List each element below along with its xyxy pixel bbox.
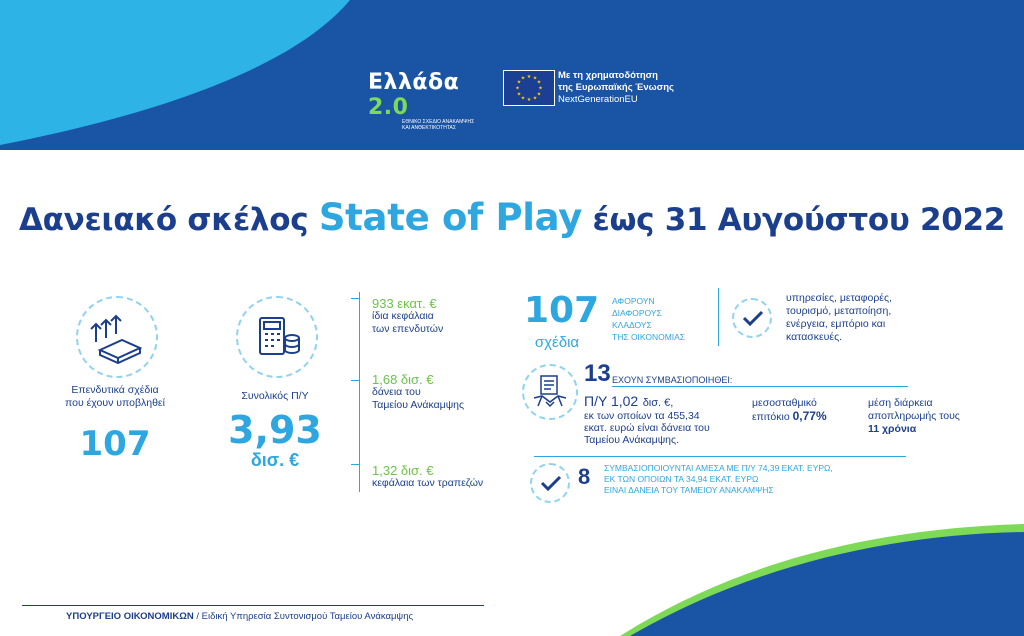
contracting-divider bbox=[534, 456, 906, 457]
contracted-budget-note bbox=[584, 410, 710, 446]
budget-note-line: εκ των οποίων τα 455,34 bbox=[584, 410, 700, 422]
contracting-text bbox=[604, 463, 833, 496]
contracting-line: ΕΙΝΑΙ ΔΑΝΕΙΑ ΤΟΥ ΤΑΜΕΙΟΥ ΑΝΑΚΑΜΨΗΣ bbox=[604, 485, 774, 495]
logo-word: Ελλάδα bbox=[368, 70, 460, 95]
svg-text:★: ★ bbox=[516, 91, 522, 98]
budget-note-line: Ταμείου Ανάκαμψης. bbox=[584, 434, 679, 446]
breakdown-amount: 1,68 δισ. € bbox=[372, 372, 434, 387]
budget-unit: δισ. € bbox=[250, 450, 300, 470]
sectors-caption-line: ΔΙΑΦΟΡΟΥΣ bbox=[612, 308, 662, 318]
investment-count: 107 bbox=[79, 424, 151, 464]
footer-wave bbox=[620, 520, 1024, 636]
svg-text:★: ★ bbox=[532, 75, 538, 82]
breakdown-desc: κεφάλαια των τραπεζών bbox=[372, 477, 484, 489]
breakdown-desc: Ταμείου Ανάκαμψης bbox=[372, 399, 465, 411]
svg-text:★: ★ bbox=[532, 95, 538, 102]
sectors-divider bbox=[718, 288, 719, 346]
sectors-list bbox=[786, 292, 892, 344]
duration-block bbox=[868, 397, 960, 436]
sectors-list-line: υπηρεσίες, μεταφορές, bbox=[786, 292, 892, 304]
footer-separator: / bbox=[193, 611, 202, 622]
breakdown-amount: 1,32 δισ. € bbox=[372, 463, 434, 478]
svg-text:★: ★ bbox=[515, 85, 520, 92]
duration-value: 11 χρόνια bbox=[868, 423, 917, 435]
svg-text:★: ★ bbox=[526, 97, 532, 103]
sectors-list-line: ενέργεια, εμπόριο και bbox=[786, 318, 886, 330]
breakdown-tick-2 bbox=[351, 380, 360, 381]
title-highlight: State of Play bbox=[318, 196, 583, 239]
svg-text:★: ★ bbox=[520, 75, 526, 82]
contracted-budget-unit: δισ. €, bbox=[642, 397, 674, 409]
duration-label: αποπληρωμής τους bbox=[868, 410, 960, 422]
breakdown-item-3 bbox=[372, 464, 483, 490]
eu-line-3: NextGenerationEU bbox=[558, 94, 638, 105]
svg-text:★: ★ bbox=[536, 91, 542, 98]
contract-handshake-icon bbox=[522, 364, 578, 420]
growth-money-icon bbox=[76, 296, 158, 378]
budget-value: 3,93 bbox=[228, 408, 322, 452]
contracting-line: ΕΚ ΤΩΝ ΟΠΟΙΩΝ ΤΑ 34,94 ΕΚΑΤ. ΕΥΡΩ bbox=[604, 474, 759, 484]
plans-count: 107 bbox=[524, 290, 600, 331]
footer-rule bbox=[22, 605, 484, 606]
duration-label: μέση διάρκεια bbox=[868, 397, 933, 409]
breakdown-tick-1 bbox=[351, 298, 360, 299]
breakdown-item-1 bbox=[372, 297, 443, 336]
investment-label-line-1: Επενδυτικά σχέδια bbox=[71, 384, 159, 396]
rate-value: 0,77% bbox=[792, 409, 827, 423]
logo-tagline: ΕΘΝΙΚΟ ΣΧΕΔΙΟ ΑΝΑΚΑΜΨΗΣ ΚΑΙ ΑΝΘΕΚΤΙΚΟΤΗΤΑΣ bbox=[402, 119, 475, 131]
ellada-2-logo bbox=[368, 70, 498, 131]
sectors-caption bbox=[612, 295, 685, 343]
calculator-coins-icon bbox=[236, 296, 318, 378]
eu-funding-text bbox=[558, 70, 674, 106]
contracted-budget bbox=[584, 393, 673, 411]
rate-label: επιτόκιο bbox=[752, 411, 790, 423]
breakdown-divider bbox=[359, 292, 360, 492]
investment-label bbox=[60, 384, 170, 410]
svg-text:★: ★ bbox=[520, 95, 526, 102]
svg-text:★: ★ bbox=[538, 85, 543, 92]
eu-flag-icon bbox=[503, 70, 555, 106]
sectors-caption-line: ΤΗΣ ΟΙΚΟΝΟΜΙΑΣ bbox=[612, 332, 686, 342]
title-part-1: Δανειακό σκέλος bbox=[18, 202, 319, 238]
rate-label: μεσοσταθμικό bbox=[752, 397, 817, 409]
footer-credit bbox=[66, 611, 413, 622]
footer-agency: Ειδική Υπηρεσία Συντονισμού Ταμείου Ανάκαμψης bbox=[201, 611, 414, 622]
breakdown-amount: 933 εκατ. € bbox=[372, 296, 437, 311]
breakdown-desc: δάνεια του bbox=[372, 386, 421, 398]
contracting-line: ΣΥΜΒΑΣΙΟΠΟΙΟΥΝΤΑΙ ΑΜΕΣΑ ΜΕ Π/Υ 74,39 ΕΚΑΤ. ΕΥΡΩ, bbox=[604, 463, 833, 473]
contracted-count: 13 bbox=[584, 360, 611, 387]
sectors-caption-line: ΚΛΑΔΟΥΣ bbox=[612, 320, 652, 330]
eu-line-2: της Ευρωπαϊκής Ένωσης bbox=[558, 82, 674, 93]
budget-note-line: εκατ. ευρώ είναι δάνεια του bbox=[584, 422, 710, 434]
rate-block bbox=[752, 397, 827, 424]
checkmark-icon bbox=[732, 298, 772, 338]
title-part-2: έως 31 Αυγούστου 2022 bbox=[582, 202, 1006, 238]
page-title bbox=[0, 196, 1024, 239]
breakdown-desc: ίδια κεφάλαια bbox=[372, 310, 434, 322]
sectors-caption-line: ΑΦΟΡΟΥΝ bbox=[612, 296, 655, 306]
breakdown-item-2 bbox=[372, 373, 464, 412]
contracted-underline bbox=[612, 386, 908, 387]
logo-version: 2.0 bbox=[368, 95, 409, 120]
svg-text:★: ★ bbox=[536, 79, 542, 86]
svg-text:★: ★ bbox=[516, 79, 522, 86]
footer-ministry: ΥΠΟΥΡΓΕΙΟ ΟΙΚΟΝΟΜΙΚΩΝ bbox=[66, 611, 194, 622]
sectors-list-line: τουρισμό, μεταποίηση, bbox=[786, 305, 892, 317]
contracted-budget-value: Π/Υ 1,02 bbox=[584, 393, 639, 409]
breakdown-desc: των επενδυτών bbox=[372, 323, 444, 335]
breakdown-tick-3 bbox=[351, 464, 360, 465]
sectors-list-line: κατασκευές. bbox=[786, 331, 843, 343]
contracted-label: ΕΧΟΥΝ ΣΥΜΒΑΣΙΟΠΟΙΗΘΕΙ: bbox=[612, 375, 733, 385]
plans-count-label: σχέδια bbox=[534, 334, 580, 351]
checkmark-icon bbox=[530, 463, 570, 503]
eu-line-1: Με τη χρηματοδότηση bbox=[558, 70, 658, 81]
investment-label-line-2: που έχουν υποβληθεί bbox=[65, 397, 165, 409]
svg-text:★: ★ bbox=[526, 74, 532, 80]
contracting-count: 8 bbox=[578, 464, 591, 489]
budget-label: Συνολικός Π/Υ bbox=[241, 390, 309, 402]
